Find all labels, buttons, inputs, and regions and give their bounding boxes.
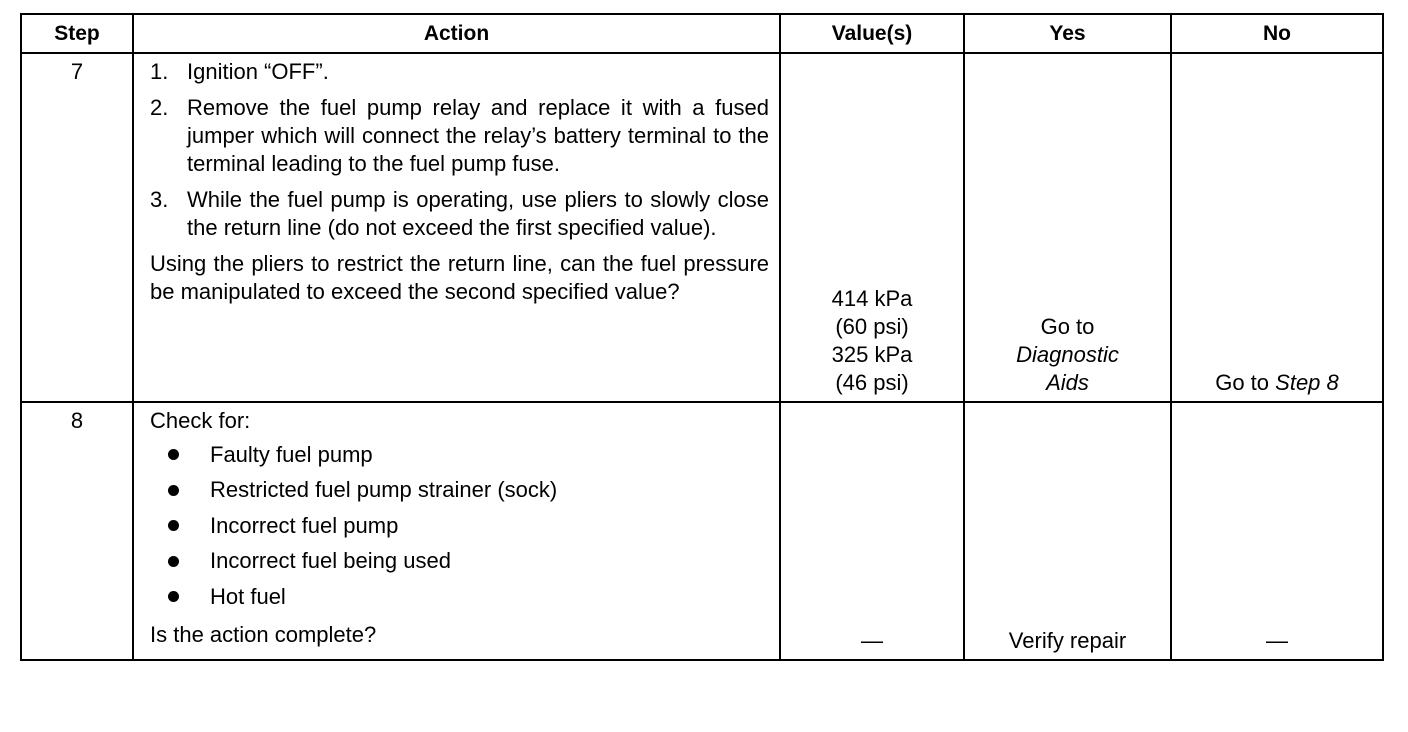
action-cell [133, 402, 780, 660]
no-cell [1171, 53, 1383, 402]
no-dash: — [1266, 628, 1288, 653]
yes-cell [964, 402, 1171, 660]
numbered-steps [150, 58, 769, 242]
action-question: Is the action complete? [150, 621, 377, 647]
step-index: 2. [150, 95, 169, 120]
header-yes: Yes [964, 14, 1171, 53]
check-item-text: Incorrect fuel pump [210, 512, 399, 538]
step-number: 8 [21, 402, 133, 660]
list-item [150, 544, 769, 580]
list-item [150, 58, 769, 86]
value-line: (46 psi) [835, 370, 909, 395]
table-row-step-7 [21, 53, 1383, 402]
step-8-link[interactable]: Step 8 [1275, 370, 1339, 395]
list-item [150, 473, 769, 509]
diagnostic-table [20, 13, 1384, 661]
table-row-step-8 [21, 402, 1383, 660]
header-values: Value(s) [780, 14, 964, 53]
check-item-text: Hot fuel [210, 583, 286, 609]
header-no: No [1171, 14, 1383, 53]
yes-prefix: Go to [1040, 314, 1095, 339]
value-line: 414 kPa [831, 286, 913, 311]
values-cell [780, 402, 964, 660]
check-item-text: Incorrect fuel being used [210, 548, 451, 574]
step-index: 1. [150, 59, 169, 84]
step-text: Ignition “OFF”. [187, 59, 329, 84]
bullet-icon [168, 485, 179, 496]
step-index: 3. [150, 187, 169, 212]
bullet-icon [168, 520, 179, 531]
bullet-icon [168, 556, 179, 567]
diagnostic-aids-link-cont[interactable]: Aids [1046, 370, 1089, 395]
header-action: Action [133, 14, 780, 53]
check-item-text: Restricted fuel pump strainer (sock) [210, 477, 558, 503]
check-intro: Check for: [150, 408, 251, 433]
list-item [150, 508, 769, 544]
bullet-icon [168, 591, 179, 602]
step-number: 7 [21, 53, 133, 402]
values-cell [780, 53, 964, 402]
list-item [150, 94, 769, 178]
diagnostic-aids-link[interactable]: Diagnostic [1016, 342, 1119, 367]
list-item [150, 437, 769, 473]
step-text: Remove the fuel pump relay and replace it with a fused jumper which will connect the relay’s battery terminal to the terminal leading to the fuel pump fuse. [187, 95, 769, 176]
value-line: 325 kPa [831, 342, 913, 367]
value-dash: — [861, 628, 883, 653]
step-text: While the fuel pump is operating, use pliers to slowly close the return line (do not exceed the first specified value). [187, 187, 769, 240]
yes-cell [964, 53, 1171, 402]
action-cell [133, 53, 780, 402]
check-list [150, 437, 769, 615]
header-row [21, 14, 1383, 53]
list-item [150, 579, 769, 615]
header-step: Step [21, 14, 133, 53]
check-item-text: Faulty fuel pump [210, 441, 373, 467]
list-item [150, 186, 769, 242]
verify-repair-text: Verify repair [1008, 628, 1127, 653]
value-line: (60 psi) [835, 314, 909, 339]
action-question: Using the pliers to restrict the return line, can the fuel pressure be manipulated to exceed the second specified value? [150, 251, 769, 304]
no-prefix: Go to [1215, 370, 1270, 395]
bullet-icon [168, 449, 179, 460]
no-cell [1171, 402, 1383, 660]
